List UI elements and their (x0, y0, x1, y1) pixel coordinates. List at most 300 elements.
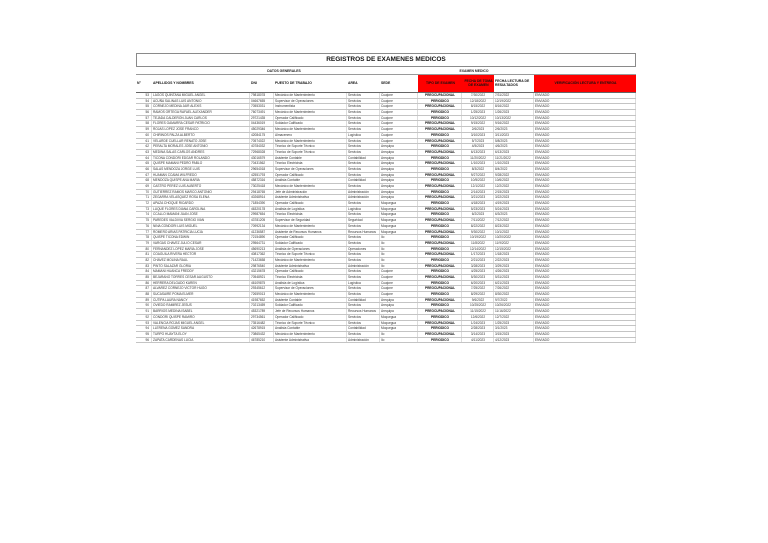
cell-f2: 5/31/2023 (494, 275, 534, 280)
cell-name: ROMERO ARIAS PATRICIA LUCIA (152, 230, 250, 235)
cell-sede: Arequipa (380, 190, 418, 195)
cell-tipo: PREOCUPACIONAL (418, 207, 462, 212)
header-area: AREA (348, 80, 358, 85)
cell-area: Logística (347, 207, 380, 212)
cell-dni: 70431562 (250, 161, 274, 166)
cell-f2: 2/6/2023 (494, 127, 534, 132)
cell-f1: 4/25/2023 (462, 269, 494, 274)
cell-ver: ENVIADO (534, 121, 636, 126)
cell-f2: 8/16/2022 (494, 104, 534, 109)
cell-pos: Supervisor de Operaciones (274, 99, 347, 104)
cell-name: CHIRINOS PALZA ALBERTO (152, 133, 250, 138)
cell-area: Servicios (347, 303, 380, 308)
cell-tipo: PERIODICO (418, 258, 462, 263)
cell-name: TURPO HUAYTA ELOY (152, 332, 250, 337)
cell-pos: Operador Calificado (274, 116, 347, 121)
cell-f2: 9/28/2022 (494, 173, 534, 178)
cell-tipo: PERIODICO (418, 156, 462, 161)
cell-n: 83 (136, 264, 152, 269)
cell-pos: Supervisor de Operaciones (274, 167, 347, 172)
cell-dni: 73516482 (250, 321, 274, 326)
group-exam: EXAMEN MEDICO (416, 67, 532, 75)
cell-n: 69 (136, 184, 152, 189)
cell-dni: 45690213 (250, 247, 274, 252)
cell-sede: Cuajone (380, 139, 418, 144)
cell-sede: Arequipa (380, 195, 418, 200)
cell-f2: 10/20/2022 (494, 235, 534, 240)
cell-tipo: PREOCUPACIONAL (418, 121, 462, 126)
sheet-title: REGISTROS DE EXAMENES MEDICOS (136, 53, 636, 67)
cell-area: Servicios (347, 99, 380, 104)
cell-f1: 7/25/2022 (462, 286, 494, 291)
cell-name: ZAPATA CARDENAS LUCIA (152, 338, 250, 343)
cell-name: BEJARANO TORRES CESAR AUGUSTO (152, 275, 250, 280)
cell-dni: 41987652 (250, 298, 274, 303)
cell-tipo: PERIODICO (418, 338, 462, 343)
cell-pos: Operador Calificado (274, 269, 347, 274)
cell-ver: ENVIADO (534, 195, 636, 200)
cell-f2: 1/18/2023 (494, 252, 534, 257)
cell-tipo: PERIODICO (418, 303, 462, 308)
cell-sede: Arequipa (380, 156, 418, 161)
cell-f1: 12/1/2022 (462, 184, 494, 189)
cell-ver: ENVIADO (534, 338, 636, 343)
cell-n: 54 (136, 99, 152, 104)
cell-dni: 42084175 (250, 133, 274, 138)
cell-pos: Asistente Administrativa (274, 338, 347, 343)
cell-f2: 2/22/2023 (494, 258, 534, 263)
cell-tipo: PREOCUPACIONAL (418, 252, 462, 257)
cell-name: ZEGARRA VELASQUEZ ROSA ELENA (152, 195, 250, 200)
cell-ver: ENVIADO (534, 167, 636, 172)
cell-pos: Jefe de Recursos Humanos (274, 309, 347, 314)
cell-pos: Técnico Electricista (274, 212, 347, 217)
cell-pos: Analista de Operaciones (274, 247, 347, 252)
cell-sede: Ilo (380, 235, 418, 240)
cell-f2: 7/31/2022 (494, 93, 534, 98)
cell-dni: 29418765 (250, 190, 274, 195)
cell-pos: Operador Calificado (274, 201, 347, 206)
cell-n: 80 (136, 247, 152, 252)
cell-dni: 46785210 (250, 338, 274, 343)
cell-f2: 5/8/2023 (494, 139, 534, 144)
header-exam-type: TIPO DE EXAMEN (418, 75, 462, 92)
cell-sede: Moquegua (380, 230, 418, 235)
cell-sede: Ilo (380, 332, 418, 337)
cell-f2: 4/19/2023 (494, 201, 534, 206)
cell-pos: Mecánico de Mantenimiento (274, 224, 347, 229)
cell-ver: ENVIADO (534, 116, 636, 121)
cell-tipo: PREOCUPACIONAL (418, 161, 462, 166)
cell-name: ACUÑA SALINAS LUIS ANTONIO (152, 99, 250, 104)
cell-n: 62 (136, 144, 152, 149)
cell-name: CONDORI QUISPE RAMIRO (152, 315, 250, 320)
cell-f2: 8/4/2022 (494, 167, 534, 172)
cell-dni: 29721435 (250, 116, 274, 121)
cell-n: 70 (136, 190, 152, 195)
cell-f1: 8/22/2022 (462, 224, 494, 229)
cell-f2: 1/25/2023 (494, 321, 534, 326)
cell-pos: Instrumentista (274, 104, 347, 109)
cell-f1: 1/24/2023 (462, 321, 494, 326)
cell-name: CORNEJO MEDINA JAIR ALEXIS (152, 104, 250, 109)
cell-f2: 10/26/2022 (494, 303, 534, 308)
cell-n: 73 (136, 207, 152, 212)
cell-ver: ENVIADO (534, 235, 636, 240)
cell-name: SALAS MENDOZA JORGE LUIS (152, 167, 250, 172)
cell-tipo: PREOCUPACIONAL (418, 241, 462, 246)
cell-ver: ENVIADO (534, 247, 636, 252)
cell-f1: 8/29/2022 (462, 292, 494, 297)
cell-sede: Cuajone (380, 104, 418, 109)
cell-ver: ENVIADO (534, 252, 636, 257)
cell-tipo: PREOCUPACIONAL (418, 184, 462, 189)
cell-name: TICONA CONDORI EDGAR ROLANDO (152, 156, 250, 161)
cell-sede: Cuajone (380, 110, 418, 115)
cell-n: 56 (136, 110, 152, 115)
cell-sede: Cuajone (380, 127, 418, 132)
cell-pos: Mecánico de Mantenimiento (274, 184, 347, 189)
cell-f1: 1/10/2023 (462, 161, 494, 166)
cell-f1: 2/28/2023 (462, 326, 494, 331)
cell-dni: 70992134 (250, 224, 274, 229)
cell-name: GUTIERREZ RAMOS MARCO ANTONIO (152, 190, 250, 195)
header-position: PUESTO DE TRABAJO (275, 80, 312, 85)
cell-area: Servicios (347, 139, 380, 144)
header-result-date: FECHA LECTURA DE RESULTADOS (495, 78, 530, 87)
cell-ver: ENVIADO (534, 161, 636, 166)
cell-f2: 10/13/2022 (494, 116, 534, 121)
cell-f1: 9/6/2022 (462, 298, 494, 303)
cell-f1: 7/30/2022 (462, 93, 494, 98)
group-spacer-right (532, 67, 636, 75)
cell-ver: ENVIADO (534, 281, 636, 286)
cell-ver: ENVIADO (534, 332, 636, 337)
cell-dni: 70548921 (250, 275, 274, 280)
cell-pos: Analista Contable (274, 326, 347, 331)
cell-f2: 1/10/2023 (494, 161, 534, 166)
cell-dni: 29876540 (250, 264, 274, 269)
cell-dni: 45872316 (250, 178, 274, 183)
cell-dni: 42678915 (250, 326, 274, 331)
cell-dni: 46320178 (250, 207, 274, 212)
cell-f1: 11/20/2022 (462, 156, 494, 161)
cell-n: 82 (136, 258, 152, 263)
cell-tipo: PREOCUPACIONAL (418, 139, 462, 144)
cell-name: CUTIPA LAURA NANCY (152, 298, 250, 303)
cell-name: FERNANDEZ LOPEZ MARIA JOSE (152, 247, 250, 252)
cell-n: 89 (136, 298, 152, 303)
cell-n: 72 (136, 201, 152, 206)
cell-area: Servicios (347, 275, 380, 280)
cell-dni: 29564731 (250, 241, 274, 246)
cell-dni: 41236587 (250, 230, 274, 235)
cell-pos: Mecánico de Mantenimiento (274, 127, 347, 132)
cell-ver: ENVIADO (534, 303, 636, 308)
cell-pos: Operador Calificado (274, 235, 347, 240)
cell-name: PAREDES VALDIVIA SERGIO IVAN (152, 218, 250, 223)
cell-f1: 6/2/2023 (462, 212, 494, 217)
cell-n: 74 (136, 212, 152, 217)
cell-f2: 12/2/2022 (494, 184, 534, 189)
cell-f2: 3/1/2023 (494, 326, 534, 331)
cell-f1: 4/11/2023 (462, 338, 494, 343)
cell-f2: 12/15/2022 (494, 247, 534, 252)
cell-n: 57 (136, 116, 152, 121)
cell-dni: 73025418 (250, 184, 274, 189)
cell-f2: 8/30/2022 (494, 292, 534, 297)
cell-f2: 3/29/2023 (494, 264, 534, 269)
cell-n: 61 (136, 139, 152, 144)
cell-f1: 10/5/2022 (462, 178, 494, 183)
cell-sede: Ilo (380, 241, 418, 246)
cell-dni: 71854390 (250, 201, 274, 206)
cell-n: 65 (136, 161, 152, 166)
cell-tipo: PREOCUPACIONAL (418, 309, 462, 314)
cell-ver: ENVIADO (534, 224, 636, 229)
cell-area: Servicios (347, 286, 380, 291)
cell-f2: 3/15/2023 (494, 332, 534, 337)
cell-tipo: PERIODICO (418, 99, 462, 104)
cell-f1: 2/21/2023 (462, 258, 494, 263)
cell-sede: Ilo (380, 252, 418, 257)
cell-sede: Cuajone (380, 121, 418, 126)
cell-n: 91 (136, 309, 152, 314)
cell-f2: 4/12/2023 (494, 338, 534, 343)
cell-dni: 72659013 (250, 292, 274, 297)
cell-area: Contabilidad (347, 156, 380, 161)
cell-n: 95 (136, 332, 152, 337)
header-sede: SEDE (381, 80, 391, 85)
cell-f2: 8/23/2022 (494, 224, 534, 229)
cell-f2: 5/24/2023 (494, 207, 534, 212)
cell-area: Servicios (347, 127, 380, 132)
cell-f1: 5/7/2023 (462, 139, 494, 144)
cell-f2: 6/3/2023 (494, 212, 534, 217)
cell-name: RAMOS ORTEGA RAFAEL ALEXANDER (152, 110, 250, 115)
cell-ver: ENVIADO (534, 241, 636, 246)
cell-sede: Moquegua (380, 201, 418, 206)
cell-area: Servicios (347, 235, 380, 240)
header-name: APELLIDOS Y NOMBRES (153, 80, 194, 85)
cell-pos: Soldador Calificado (274, 121, 347, 126)
cell-ver: ENVIADO (534, 286, 636, 291)
cell-sede: Cuajone (380, 275, 418, 280)
cell-pos: Asistente Contable (274, 298, 347, 303)
cell-name: PERALTA MORALES JOSE ANTONIO (152, 144, 250, 149)
cell-pos: Técnico de Soporte Técnico (274, 321, 347, 326)
cell-f1: 2/14/2023 (462, 190, 494, 195)
cell-area: Servicios (347, 321, 380, 326)
cell-sede: Arequipa (380, 150, 418, 155)
cell-f1: 6/20/2023 (462, 281, 494, 286)
cell-name: MENDOZA QUISPE ANA MARIA (152, 178, 250, 183)
cell-sede: Arequipa (380, 309, 418, 314)
cell-sede: Cuajone (380, 269, 418, 274)
cell-pos: Almacenero (274, 133, 347, 138)
cell-area: Servicios (347, 332, 380, 337)
cell-sede: Arequipa (380, 303, 418, 308)
cell-f2: 9/16/2022 (494, 121, 534, 126)
cell-ver: ENVIADO (534, 212, 636, 217)
cell-sede: Moquegua (380, 326, 418, 331)
cell-n: 60 (136, 133, 152, 138)
cell-ver: ENVIADO (534, 184, 636, 189)
cell-f1: 10/19/2022 (462, 235, 494, 240)
cell-n: 81 (136, 252, 152, 257)
header-n: N° (137, 80, 141, 85)
cell-tipo: PREOCUPACIONAL (418, 321, 462, 326)
cell-tipo: PREOCUPACIONAL (418, 264, 462, 269)
cell-tipo: PREOCUPACIONAL (418, 93, 462, 98)
cell-tipo: PERIODICO (418, 167, 462, 172)
cell-tipo: PREOCUPACIONAL (418, 195, 462, 200)
cell-name: CASTRO PEREZ LUIS ALBERTO (152, 184, 250, 189)
cell-f2: 4/6/2023 (494, 144, 534, 149)
cell-n: 79 (136, 241, 152, 246)
cell-ver: ENVIADO (534, 298, 636, 303)
cell-name: SUCASAIRE POMA ELMER (152, 292, 250, 297)
cell-dni: 45029346 (250, 127, 274, 132)
cell-ver: ENVIADO (534, 264, 636, 269)
cell-n: 84 (136, 269, 152, 274)
cell-tipo: PERIODICO (418, 326, 462, 331)
cell-name: QUISPE TICONA EDWIN (152, 235, 250, 240)
cell-area: Administración (347, 195, 380, 200)
cell-area: Servicios (347, 116, 380, 121)
cell-f2: 7/26/2022 (494, 286, 534, 291)
cell-sede: Arequipa (380, 144, 418, 149)
cell-ver: ENVIADO (534, 326, 636, 331)
cell-f2: 10/6/2022 (494, 178, 534, 183)
cell-sede: Arequipa (380, 173, 418, 178)
cell-n: 90 (136, 303, 152, 308)
cell-f2: 12/7/2022 (494, 315, 534, 320)
cell-dni: 45321789 (250, 309, 274, 314)
cell-dni: 29345612 (250, 286, 274, 291)
cell-f1: 10/25/2022 (462, 303, 494, 308)
cell-name: COAGUILA RIVERA HECTOR (152, 252, 250, 257)
cell-ver: ENVIADO (534, 178, 636, 183)
cell-tipo: PERIODICO (418, 144, 462, 149)
cell-ver: ENVIADO (534, 144, 636, 149)
cell-f1: 9/27/2022 (462, 173, 494, 178)
cell-name: HERRERA DELGADO KAREN (152, 281, 250, 286)
cell-f1: 1/17/2023 (462, 252, 494, 257)
cell-name: FLORES GAMARRA CESAR PATRICIO (152, 121, 250, 126)
cell-n: 58 (136, 121, 152, 126)
cell-sede: Moquegua (380, 207, 418, 212)
cell-name: LLERENA GOMEZ SANDRA (152, 326, 250, 331)
cell-f1: 3/14/2023 (462, 332, 494, 337)
cell-f1: 12/6/2022 (462, 315, 494, 320)
cell-ver: ENVIADO (534, 309, 636, 314)
cell-tipo: PREOCUPACIONAL (418, 173, 462, 178)
cell-f1: 4/5/2023 (462, 144, 494, 149)
cell-area: Contabilidad (347, 326, 380, 331)
cell-area: Administración (347, 264, 380, 269)
cell-tipo: PREOCUPACIONAL (418, 275, 462, 280)
cell-pos: Supervisor de Seguridad (274, 218, 347, 223)
cell-sede: Arequipa (380, 184, 418, 189)
cell-name: PINTO SALAZAR GLORIA (152, 264, 250, 269)
cell-area: Servicios (347, 212, 380, 217)
group-general: DATOS GENERALES (152, 67, 416, 75)
cell-area: Administración (347, 190, 380, 195)
cell-n: 67 (136, 173, 152, 178)
cell-sede: Cuajone (380, 116, 418, 121)
cell-name: VALENCIA ROJAS MIGUEL ANGEL (152, 321, 250, 326)
cell-f1: 12/14/2022 (462, 247, 494, 252)
cell-pos: Analista Contable (274, 178, 347, 183)
cell-name: LUQUE FLORES DIANA CAROLINA (152, 207, 250, 212)
cell-name: APAZA CHOQUE RICARDO (152, 201, 250, 206)
cell-sede: Cuajone (380, 93, 418, 98)
cell-area: Servicios (347, 315, 380, 320)
cell-sede: Cuajone (380, 99, 418, 104)
cell-area: Recursos Humanos (347, 309, 380, 314)
cell-dni: 40817362 (250, 252, 274, 257)
cell-name: CCALLO MAMANI JUAN JOSE (152, 212, 250, 217)
cell-ver: ENVIADO (534, 104, 636, 109)
cell-f2: 2/15/2023 (494, 190, 534, 195)
cell-area: Contabilidad (347, 298, 380, 303)
cell-f1: 12/18/2022 (462, 99, 494, 104)
cell-ver: ENVIADO (534, 207, 636, 212)
cell-f2: 1/26/2023 (494, 110, 534, 115)
cell-sede: Arequipa (380, 178, 418, 183)
cell-pos: Asistente de Recursos Humanos (274, 230, 347, 235)
cell-tipo: PERIODICO (418, 201, 462, 206)
cell-f2: 11/21/2022 (494, 156, 534, 161)
cell-name: CHAVEZ MOLINA RAUL (152, 258, 250, 263)
cell-area: Servicios (347, 258, 380, 263)
cell-sede: Cuajone (380, 281, 418, 286)
cell-pos: Técnico de Soporte Técnico (274, 144, 347, 149)
cell-ver: ENVIADO (534, 127, 636, 132)
cell-area: Logística (347, 281, 380, 286)
cell-sede: Moquegua (380, 212, 418, 217)
cell-dni: 46109875 (250, 281, 274, 286)
cell-pos: Mecánico de Mantenimiento (274, 332, 347, 337)
cell-tipo: PERIODICO (418, 116, 462, 121)
cell-f1: 3/21/2023 (462, 195, 494, 200)
table-body (136, 93, 636, 343)
cell-pos: Técnico de Soporte Técnico (274, 252, 347, 257)
cell-pos: Técnico de Soporte Técnico (274, 150, 347, 155)
cell-pos: Supervisor de Operaciones (274, 286, 347, 291)
cell-f2: 9/7/2022 (494, 298, 534, 303)
records-sheet (136, 53, 636, 343)
cell-dni: 70553031 (250, 104, 274, 109)
cell-ver: ENVIADO (534, 139, 636, 144)
cell-pos: Técnico Electricista (274, 275, 347, 280)
cell-n: 93 (136, 321, 152, 326)
cell-f1: 10/12/2022 (462, 116, 494, 121)
cell-tipo: PERIODICO (418, 224, 462, 229)
cell-tipo: PERIODICO (418, 190, 462, 195)
cell-n: 63 (136, 150, 152, 155)
cell-ver: ENVIADO (534, 269, 636, 274)
cell-pos: Jefe de Administración (274, 190, 347, 195)
cell-name: BARRIOS MEDINA ISABEL (152, 309, 250, 314)
group-spacer (136, 67, 152, 75)
cell-ver: ENVIADO (534, 93, 636, 98)
cell-f1: 5/23/2023 (462, 207, 494, 212)
cell-area: Servicios (347, 161, 380, 166)
cell-dni: 72154890 (250, 235, 274, 240)
cell-tipo: PERIODICO (418, 269, 462, 274)
